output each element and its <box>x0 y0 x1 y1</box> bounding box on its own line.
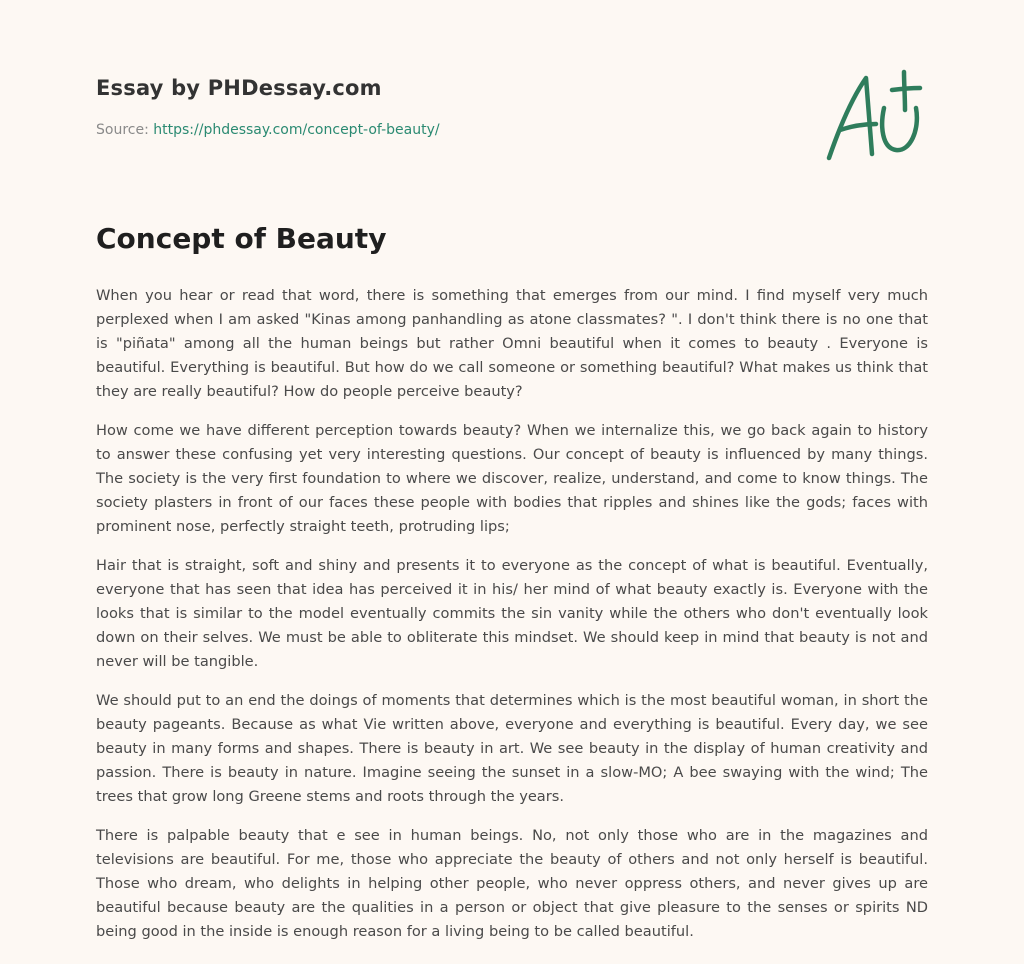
essay-paragraph: Hair that is straight, soft and shiny and presents it to everyone as the concept of what is beautiful. Eventually, everyone that has seen that idea has perceived it in his/ her mind of what beauty exactly is. Everyone with the looks that is similar to the model eventually commits the sin vanity while the others who don't eventually look down on their selves. We must be able to obliterate this mindset. We should keep in mind that beauty is not and never will be tangible. <box>96 557 928 670</box>
brand-title: Essay by PHDessay.com <box>96 76 382 100</box>
page-header <box>96 76 696 138</box>
essay-paragraph: How come we have different perception towards beauty? When we internalize this, we go back again to history to answer these confusing yet very interesting questions. Our concept of beauty is influenced by many things. The society is the very first foundation to where we discover, realize, understand, and come to know things. The society plasters in front of our faces these people with bodies that ripples and shines like the gods; faces with prominent nose, perfectly straight teeth, protruding lips; <box>96 422 928 535</box>
essay-paragraph: We should put to an end the doings of moments that determines which is the most beautiful woman, in short the beauty pageants. Because as what Vie written above, everyone and everything is beautiful. Every day, we see beauty in many forms and shapes. There is beauty in art. We see beauty in the display of human creativity and passion. There is beauty in nature. Imagine seeing the sunset in a slow-MO; A bee swaying with the wind; The trees that grow long Greene stems and roots through the years. <box>96 692 928 805</box>
a-plus-logo-icon <box>820 64 930 168</box>
source-link[interactable]: https://phdessay.com/concept-of-beauty/ <box>153 122 440 138</box>
essay-paragraph: When you hear or read that word, there is something that emerges from our mind. I find myself very much perplexed when I am asked "Kinas among panhandling as atone classmates? ". I don't think there is no one that is "piñata" among all the human beings but rather Omni beautiful when it comes to beauty . Everyone is beautiful. Everything is beautiful. But how do we call someone or something beautiful? What makes us think that they are really beautiful? How do people perceive beauty? <box>96 287 928 400</box>
source-line <box>96 122 696 138</box>
essay-title: Concept of Beauty <box>96 222 387 255</box>
essay-body <box>96 284 928 959</box>
essay-paragraph: There is palpable beauty that e see in human beings. No, not only those who are in the magazines and televisions are beautiful. For me, those who appreciate the beauty of others and not only herself is beautiful. Those who dream, who delights in helping other people, who never oppress others, and never gives up are beautiful because beauty are the qualities in a person or object that give pleasure to the senses or spirits ND being good in the inside is enough reason for a living being to be called beautiful. <box>96 827 928 940</box>
source-label: Source: <box>96 122 154 138</box>
